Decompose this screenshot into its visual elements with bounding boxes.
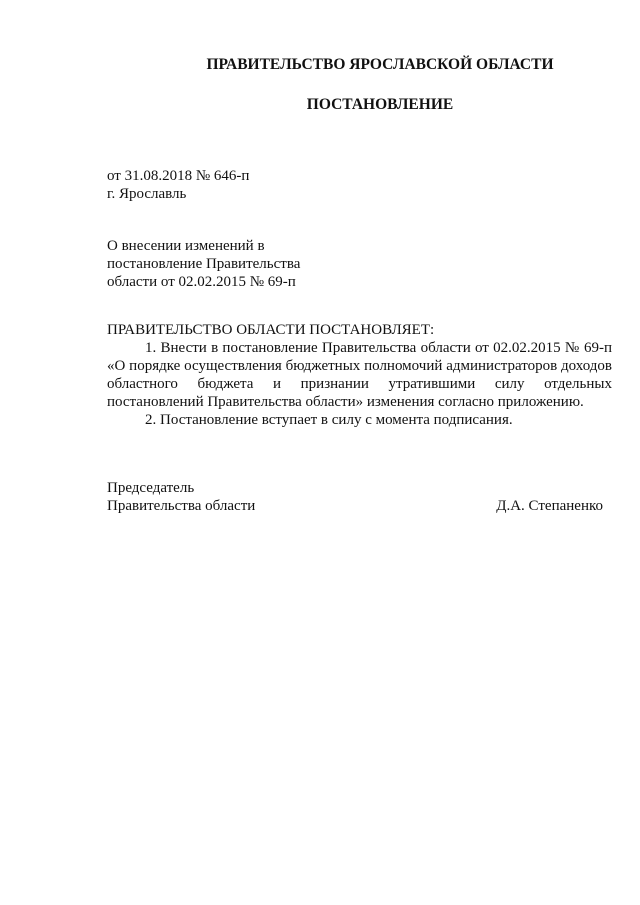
subject-line-1: О внесении изменений в: [107, 238, 265, 254]
document-type: ПОСТАНОВЛЕНИЕ: [306, 96, 454, 113]
resolution-item-2: 2. Постановление вступает в силу с момента подписания.: [145, 412, 513, 428]
document-city: г. Ярославль: [107, 186, 187, 202]
signatory-title-line-2: Правительства области: [107, 498, 256, 514]
subject-line-2: постановление Правительства: [107, 256, 301, 272]
document-date-number: от 31.08.2018 № 646-п: [107, 168, 250, 184]
resolution-item-1: 1. Внести в постановление Правительства области от 02.02.2015 № 69-п «О порядке осуществления бюджетных полномочий администраторов доходов областного бюджета и признании утратившими силу отдельных постановлений Правительства области» изменения согласно приложению.: [107, 340, 612, 410]
signatory-name: Д.А. Степаненко: [496, 498, 603, 514]
subject-line-3: области от 02.02.2015 № 69-п: [107, 274, 296, 290]
signatory-title-line-1: Председатель: [107, 480, 195, 496]
government-title: ПРАВИТЕЛЬСТВО ЯРОСЛАВСКОЙ ОБЛАСТИ: [206, 56, 554, 73]
resolves-heading: ПРАВИТЕЛЬСТВО ОБЛАСТИ ПОСТАНОВЛЯЕТ:: [107, 322, 435, 338]
